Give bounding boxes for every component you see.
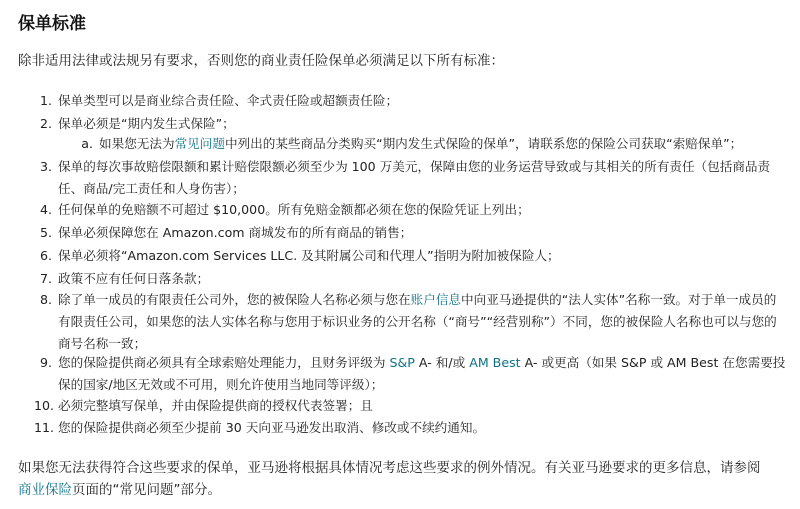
list-item	[34, 90, 794, 112]
item-text: 必须完整填写保单，并由保险提供商的授权代表签署；且	[58, 398, 373, 413]
item-number: 2.	[39, 116, 52, 131]
item-number: 3.	[39, 159, 52, 174]
list-subitem	[75, 133, 795, 155]
list-item	[34, 222, 794, 244]
item-number: 7.	[39, 271, 52, 286]
section-title: 保单标准	[18, 14, 86, 34]
item-text: 保单必须是“期内发生式保险”；	[58, 116, 235, 131]
item-number: a.	[81, 136, 93, 151]
item-number: 10.	[34, 398, 55, 413]
item-number: 9.	[39, 355, 52, 370]
item-number: 5.	[39, 225, 52, 240]
list-item	[34, 417, 794, 439]
item-text: 如果您无法为	[99, 136, 175, 151]
faq-link[interactable]: 常见问题	[174, 136, 225, 151]
item-text: 保单类型可以是商业综合责任险、伞式责任险或超额责任险；	[58, 93, 399, 108]
item-number: 8.	[39, 292, 52, 307]
list-item	[34, 113, 794, 135]
item-text: 保的国家/地区无效或不可用，则允许使用当地同等评级）；	[58, 377, 384, 392]
item-text: 任、商品/完工责任和人身伤害）；	[58, 181, 245, 196]
item-text: 您的保险提供商必须具有全球索赔处理能力，且财务评级为	[58, 355, 390, 370]
item-number: 6.	[39, 248, 52, 263]
item-text: 除了单一成员的有限责任公司外，您的被保险人名称必须与您在	[58, 292, 411, 307]
item-text: 政策不应有任何日落条款；	[58, 271, 210, 286]
intro-text: 除非适用法律或法规另有要求，否则您的商业责任险保单必须满足以下所有标准：	[18, 53, 504, 69]
item-number: 1.	[39, 93, 52, 108]
item-text: A- 和/或	[414, 355, 470, 370]
sp-rating-link[interactable]: S&P	[389, 355, 415, 370]
list-item	[34, 199, 794, 221]
item-text: 有限责任公司，如果您的法人实体名称与您用于标识业务的公开名称（“商号”“经营别称”）不同，您的被保险人名称也可以与您的	[58, 314, 777, 329]
item-number: 4.	[39, 202, 52, 217]
item-text: 保单必须保障您在 Amazon.com 商城发布的所有商品的销售；	[58, 225, 413, 240]
business-insurance-link[interactable]: 商业保险	[18, 482, 72, 498]
closing-paragraph	[18, 457, 788, 501]
item-text: 中列出的某些商品分类购买“期内发生式保险的保单”，请联系您的保险公司获取“索赔保单”；	[224, 136, 743, 151]
account-info-link[interactable]: 账户信息	[410, 292, 461, 307]
list-item	[34, 289, 794, 355]
item-text: 保单的每次事故赔偿限额和累计赔偿限额必须至少为 100 万美元，保障由您的业务运营导致或与其相关的所有责任（包括商品责	[58, 159, 771, 174]
list-item	[34, 245, 794, 267]
list-item	[34, 352, 794, 396]
item-number: 11.	[34, 420, 55, 435]
item-text: 任何保单的免赔额不可超过 $10,000。所有免赔金额都必须在您的保险凭证上列出；	[58, 202, 530, 217]
list-item	[34, 156, 794, 200]
closing-text: 如果您无法获得符合这些要求的保单，亚马逊将根据具体情况考虑这些要求的例外情况。有关亚马逊要求的更多信息，请参阅	[18, 460, 761, 476]
am-best-link[interactable]: AM Best	[469, 355, 521, 370]
item-text: 保单必须将“Amazon.com Services LLC. 及其附属公司和代理人”指明为附加被保险人；	[58, 248, 560, 263]
item-text: A- 或更高（如果 S&P 或 AM Best 在您需要投	[520, 355, 786, 370]
closing-tail: 页面的“常见问题”部分。	[72, 482, 221, 498]
list-item	[34, 395, 794, 417]
list-item	[34, 268, 794, 290]
item-text: 中向亚马逊提供的“法人实体”名称一致。对于单一成员的	[461, 292, 777, 307]
item-text: 您的保险提供商必须至少提前 30 天向亚马逊发出取消、修改或不续约通知。	[58, 420, 486, 435]
item-text: 商号名称一致；	[58, 336, 147, 351]
